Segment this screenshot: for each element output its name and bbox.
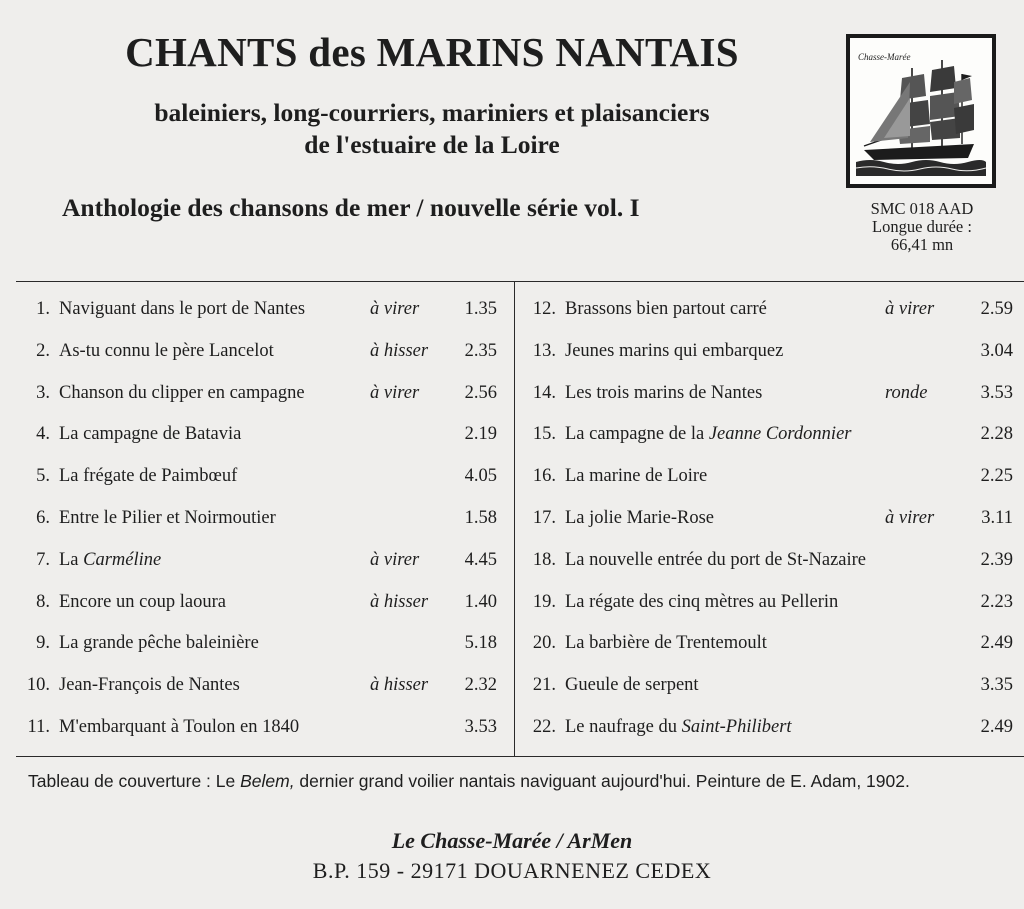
track-row: [522, 373, 1020, 415]
track-title: La régate des cinq mètres au Pellerin: [565, 591, 839, 612]
track-title: La campagne de la Jeanne Cordonnier: [565, 424, 852, 445]
track-type: ronde: [885, 382, 928, 403]
track-row: [16, 540, 514, 582]
track-number: 20.: [532, 633, 556, 654]
track-type: à virer: [885, 299, 935, 319]
track-title: La barbière de Trentemoult: [565, 633, 767, 654]
track-row: [522, 331, 1020, 373]
track-duration: 2.59: [980, 299, 1013, 319]
track-list-left: [16, 289, 514, 749]
track-number: 8.: [36, 591, 50, 612]
track-title: Chanson du clipper en campagne: [59, 382, 305, 403]
track-row: [522, 707, 1020, 749]
chasse-maree-logo: [846, 34, 996, 188]
catalog-code: SMC 018 AAD: [870, 199, 974, 218]
track-number: 6.: [36, 507, 50, 528]
album-subtitle: [72, 97, 792, 161]
track-number: 3.: [36, 382, 50, 403]
duration-label: Longue durée :: [872, 217, 972, 237]
track-number: 5.: [36, 466, 50, 487]
track-duration: 1.58: [464, 507, 497, 528]
cover-note: Tableau de couverture : Le Belem, dernier grand voilier nantais naviguant aujourd'hui. Peinture de E. Adam, 1902.: [28, 771, 910, 791]
track-row: [16, 582, 514, 624]
column-divider: [514, 281, 515, 756]
track-title: La grande pêche baleinière: [59, 633, 259, 654]
track-row: [522, 582, 1020, 624]
track-title: La marine de Loire: [565, 466, 708, 487]
track-duration: 3.11: [981, 507, 1013, 528]
track-duration: 2.23: [980, 591, 1013, 612]
track-number: 2.: [36, 340, 50, 361]
track-number: 21.: [532, 675, 556, 696]
track-duration: 3.35: [980, 675, 1013, 696]
track-list-right: [522, 289, 1020, 749]
track-duration: 3.53: [464, 716, 497, 737]
track-number: 17.: [532, 507, 556, 528]
track-type: à hisser: [370, 591, 429, 612]
track-row: [16, 456, 514, 498]
track-row: [16, 498, 514, 540]
subtitle-line-2: de l'estuaire de la Loire: [304, 129, 560, 159]
track-row: [16, 289, 514, 331]
track-row: [16, 623, 514, 665]
track-duration: 2.19: [464, 424, 497, 445]
logo-brand-text: Chasse-Marée: [858, 52, 911, 62]
track-row: [16, 665, 514, 707]
track-row: [16, 414, 514, 456]
track-duration: 5.18: [464, 633, 497, 654]
track-title: Jean-François de Nantes: [59, 675, 240, 696]
track-number: 12.: [532, 299, 556, 319]
track-number: 10.: [26, 675, 50, 696]
track-type: à hisser: [370, 675, 429, 696]
track-title: La nouvelle entrée du port de St-Nazaire: [565, 549, 867, 570]
track-title: La Carméline: [59, 549, 162, 570]
track-duration: 2.32: [464, 675, 497, 696]
track-title: La frégate de Paimbœuf: [59, 466, 238, 487]
track-duration: 4.45: [464, 549, 497, 570]
ship-name: Belem,: [240, 771, 295, 791]
track-number: 13.: [532, 340, 556, 361]
publisher-address: B.P. 159 - 29171 DOUARNENEZ CEDEX: [312, 858, 712, 883]
track-row: [16, 707, 514, 749]
track-type: à virer: [885, 507, 935, 528]
track-number: 4.: [36, 424, 50, 445]
track-row: [522, 623, 1020, 665]
track-number: 19.: [532, 591, 556, 612]
track-duration: 1.40: [464, 591, 497, 612]
track-number: 15.: [532, 424, 556, 445]
track-title: Brassons bien partout carré: [565, 299, 767, 319]
track-type: à virer: [370, 549, 420, 570]
catalog-info: [834, 200, 1010, 254]
track-title: Jeunes marins qui embarquez: [565, 340, 784, 361]
track-title: Encore un coup laoura: [59, 591, 226, 612]
track-duration: 2.56: [464, 382, 497, 403]
track-row: [522, 456, 1020, 498]
track-number: 9.: [36, 633, 50, 654]
track-duration: 1.35: [464, 299, 497, 319]
track-row: [16, 373, 514, 415]
track-duration: 2.25: [980, 466, 1013, 487]
track-type: à virer: [370, 382, 420, 403]
track-title: Entre le Pilier et Noirmoutier: [59, 507, 276, 528]
track-duration: 3.53: [980, 382, 1013, 403]
track-title: As-tu connu le père Lancelot: [59, 340, 274, 361]
track-number: 11.: [27, 716, 50, 737]
table-top-rule: [16, 281, 1024, 282]
track-row: [522, 540, 1020, 582]
track-title: La campagne de Batavia: [59, 424, 242, 445]
album-title: CHANTS des MARINS NANTAIS: [125, 29, 739, 75]
track-type: à virer: [370, 299, 420, 319]
track-number: 22.: [532, 716, 556, 737]
track-duration: 4.05: [464, 466, 497, 487]
track-duration: 2.28: [980, 424, 1013, 445]
series-title: Anthologie des chansons de mer / nouvelle série vol. I: [62, 193, 640, 222]
publisher-name: Le Chasse-Marée / ArMen: [391, 828, 633, 853]
track-title: Naviguant dans le port de Nantes: [59, 299, 306, 319]
track-row: [522, 289, 1020, 331]
track-title: La jolie Marie-Rose: [565, 507, 714, 528]
track-number: 14.: [532, 382, 556, 403]
track-type: à hisser: [370, 340, 429, 361]
track-title: Les trois marins de Nantes: [565, 382, 763, 403]
track-title: Gueule de serpent: [565, 675, 699, 696]
track-title: Le naufrage du Saint-Philibert: [565, 716, 792, 737]
track-row: [16, 331, 514, 373]
track-number: 7.: [36, 549, 50, 570]
track-duration: 2.49: [980, 716, 1013, 737]
track-number: 18.: [532, 549, 556, 570]
track-title: M'embarquant à Toulon en 1840: [59, 716, 300, 737]
total-duration: 66,41 mn: [890, 235, 954, 255]
track-number: 1.: [36, 299, 50, 319]
track-number: 16.: [532, 466, 556, 487]
track-row: [522, 498, 1020, 540]
track-duration: 3.04: [980, 340, 1013, 361]
subtitle-line-1: baleiniers, long-courriers, mariniers et plaisanciers: [154, 98, 710, 127]
track-duration: 2.35: [464, 340, 497, 361]
track-row: [522, 665, 1020, 707]
track-duration: 2.39: [980, 549, 1013, 570]
track-duration: 2.49: [980, 633, 1013, 654]
table-bottom-rule: [16, 756, 1024, 757]
track-row: [522, 414, 1020, 456]
